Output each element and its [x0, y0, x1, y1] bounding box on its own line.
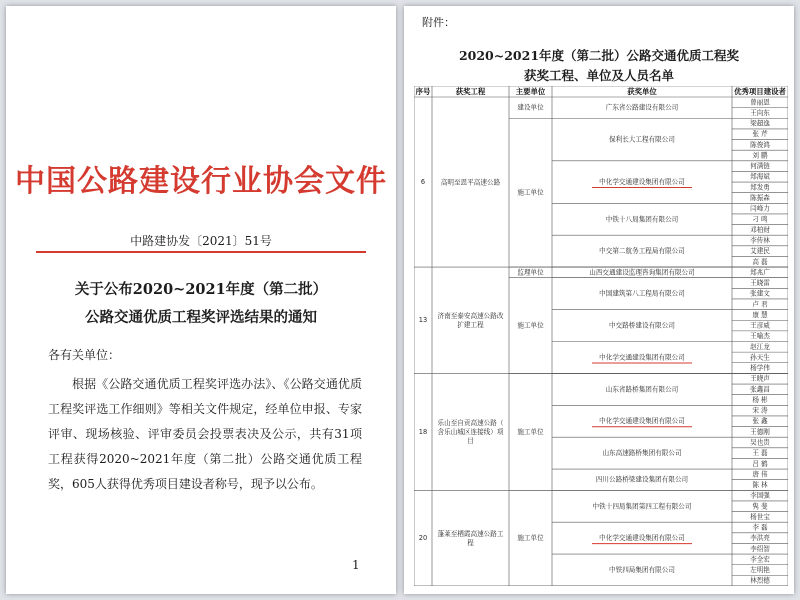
builder-name: 吕 鹤 — [752, 459, 768, 468]
project-name: 乐山至自贡高速公路（含乐山城区连接线）项目 — [437, 419, 504, 446]
builder-name: 梁超逸 — [750, 119, 770, 128]
builder-name: 张建文 — [750, 289, 770, 298]
unit-role: 施工单位 — [517, 427, 544, 436]
document-number: 中路建协发〔2021〕51号 — [130, 234, 272, 248]
award-unit-name: 中铁四局集团有限公司 — [609, 566, 675, 575]
table-header-cell: 主要单位 — [515, 87, 546, 96]
builder-name: 刁 鸣 — [752, 215, 768, 224]
award-unit-name: 中化学交通建设集团有限公司 — [599, 353, 685, 362]
builder-name: 康 慧 — [752, 310, 768, 319]
builder-name: 王德刚 — [750, 427, 770, 436]
award-unit-name: 中国建筑第八工程局有限公司 — [599, 289, 685, 298]
award-unit-name: 保利长大工程有限公司 — [609, 135, 675, 144]
red-header-rule — [36, 251, 366, 253]
builder-name: 杨世宝 — [750, 512, 770, 521]
builder-name: 王彦威 — [750, 321, 770, 330]
builder-name: 李国强 — [750, 491, 770, 500]
award-unit-name: 中化学交通建设集团有限公司 — [599, 534, 685, 543]
page-number: 1 — [352, 558, 360, 572]
builder-name: 王 磊 — [752, 449, 768, 458]
builder-name: 宋 涛 — [752, 406, 768, 415]
builder-name: 陈振森 — [750, 193, 770, 202]
builder-name: 刘 鹏 — [752, 151, 768, 160]
builder-name: 陈 林 — [752, 481, 768, 490]
builder-name: 曾丽恩 — [750, 98, 770, 107]
builder-name: 左明艳 — [750, 566, 770, 575]
award-unit-name: 山东高速路桥集团有限公司 — [602, 449, 682, 458]
table-header-cell: 获奖工程 — [455, 87, 486, 96]
builder-name: 张 鑫 — [752, 417, 768, 426]
award-unit-name: 山西交通建设监理咨询集团有限公司 — [589, 268, 695, 277]
project-number: 20 — [418, 534, 428, 543]
attachment-label: 附件： — [422, 16, 455, 29]
builder-name: 王晓声 — [750, 374, 770, 383]
builder-name: 邓柏财 — [750, 225, 770, 234]
award-unit-name: 四川公路桥梁建设集团有限公司 — [595, 475, 689, 484]
issuing-organization-title: 中国公路建设行业协会文件 — [15, 164, 387, 199]
builder-name: 林烈德 — [750, 576, 770, 585]
builder-name: 唐 伟 — [752, 470, 768, 479]
award-unit-name: 山东省路桥集团有限公司 — [605, 385, 679, 394]
builder-name: 王晓雷 — [750, 279, 770, 288]
builder-name: 隽 斐 — [752, 502, 768, 511]
builder-name: 张 芹 — [752, 130, 768, 139]
addressee: 各有关单位： — [48, 348, 121, 362]
table-header-cell: 序号 — [415, 87, 431, 96]
table-header-cell: 获奖单位 — [627, 87, 657, 96]
award-unit-name: 中铁十四局集团第四工程有限公司 — [592, 502, 692, 511]
award-unit-name: 中交路桥建设有限公司 — [609, 321, 675, 330]
award-winners-table — [414, 86, 788, 586]
attachment-title-line-2: 获奖工程、单位及人员名单 — [523, 68, 674, 83]
builder-name: 郑发勇 — [750, 183, 770, 192]
builder-name: 高 磊 — [752, 257, 768, 266]
builder-name: 郑兆广 — [750, 268, 770, 277]
unit-role: 建设单位 — [517, 103, 544, 112]
project-name: 蓬莱至栖霞高速公路工程 — [437, 529, 504, 547]
builder-name: 何满链 — [750, 162, 770, 171]
award-unit-name: 中交第二航务工程局有限公司 — [599, 247, 685, 256]
project-number: 6 — [420, 178, 426, 187]
award-unit-name: 广东省公路建设有限公司 — [605, 103, 679, 112]
notice-title-line-1: 关于公布2020~2021年度（第二批） — [74, 281, 328, 298]
project-number: 18 — [418, 427, 428, 436]
builder-name: 孙天生 — [750, 353, 770, 362]
builder-name: 杨学伟 — [750, 364, 770, 373]
builder-name: 闫峰力 — [750, 204, 770, 213]
project-name: 高明至恩平高速公路 — [440, 178, 501, 187]
builder-name: 赵江龙 — [750, 342, 770, 351]
notice-document-page — [6, 6, 396, 594]
notice-title-line-2: 公路交通优质工程奖评选结果的通知 — [85, 309, 317, 326]
attachment-list-page — [404, 6, 794, 594]
award-unit-name: 中铁十八局集团有限公司 — [605, 215, 679, 224]
unit-role: 施工单位 — [517, 188, 544, 197]
unit-role: 施工单位 — [517, 321, 544, 330]
unit-role: 监理单位 — [517, 268, 544, 277]
unit-role: 施工单位 — [517, 534, 544, 543]
builder-name: 李传林 — [750, 236, 770, 245]
builder-name: 杨 彬 — [752, 395, 768, 404]
award-unit-name: 中化学交通建设集团有限公司 — [599, 417, 685, 426]
builder-name: 李 磊 — [752, 523, 768, 532]
project-name: 济南至泰安高速公路改扩建工程 — [437, 312, 504, 330]
award-unit-name: 中化学交通建设集团有限公司 — [599, 178, 685, 187]
builder-name: 郑海斌 — [750, 172, 770, 181]
notice-body: 根据《公路交通优质工程奖评选办法》、《公路交通优质工程奖评选工作细则》等相关文件规定，经单位申报、专家评审、现场核验、评审委员会投票表决及公示，共有31项工程获得2020~2021年度（第二批）公路交通优质工程奖，605人获得优秀项目建设者称号，现予以公布。 — [48, 377, 362, 491]
builder-name: 张鑫昌 — [750, 385, 770, 394]
project-number: 13 — [418, 316, 428, 325]
builder-name: 陈俊鸿 — [750, 140, 770, 149]
builder-name: 李绍智 — [750, 544, 770, 553]
builder-name: 王向东 — [750, 108, 770, 117]
builder-name: 吴也贵 — [750, 438, 770, 447]
table-header-cell: 优秀项目建设者 — [734, 87, 786, 96]
builder-name: 李洪亮 — [750, 534, 770, 543]
builder-name: 艾建民 — [750, 247, 770, 256]
builder-name: 李全宏 — [750, 555, 770, 564]
builder-name: 卢 君 — [752, 300, 768, 309]
attachment-title-line-1: 2020~2021年度（第二批）公路交通优质工程奖 — [458, 48, 740, 63]
builder-name: 王喻杰 — [750, 332, 770, 341]
